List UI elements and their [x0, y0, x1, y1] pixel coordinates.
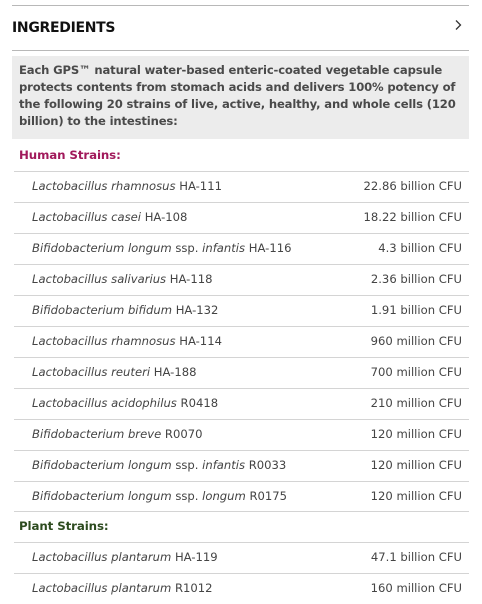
table-row [14, 295, 469, 326]
strain-name [32, 427, 202, 441]
strain-code: HA-118 [169, 272, 213, 286]
strain-code: R0175 [249, 489, 288, 503]
strain-species: Lactobacillus rhamnosus [32, 334, 176, 348]
strain-code: HA-116 [248, 241, 292, 255]
ingredients-header[interactable] [12, 6, 469, 51]
strain-species: Lactobacillus salivarius [32, 272, 167, 286]
table-row [14, 450, 469, 481]
cfu-amount: 210 million CFU [370, 396, 462, 410]
strain-species: Bifidobacterium longum [32, 241, 172, 255]
cfu-amount: 120 million CFU [370, 427, 462, 441]
strain-qualifier: ssp. [175, 241, 199, 255]
strain-code: HA-114 [179, 334, 222, 348]
cfu-amount: 1.91 billion CFU [370, 303, 462, 317]
strain-species: Bifidobacterium breve [32, 427, 162, 441]
strain-subspecies: longum [202, 489, 246, 503]
strain-code: HA-132 [175, 303, 219, 317]
human-strains-list [14, 171, 469, 512]
cfu-amount: 22.86 billion CFU [363, 179, 462, 193]
strain-species: Lactobacillus casei [32, 210, 142, 224]
strain-name [32, 458, 286, 472]
table-row [14, 481, 469, 512]
strain-name [32, 179, 222, 193]
strain-name [32, 272, 213, 286]
cfu-amount: 47.1 billion CFU [370, 550, 462, 564]
table-row [14, 171, 469, 202]
strain-species: Bifidobacterium bifidum [32, 303, 173, 317]
cfu-amount: 700 million CFU [370, 365, 462, 379]
chevron-right-icon[interactable] [454, 19, 463, 31]
strain-code: HA-188 [153, 365, 197, 379]
intro-description: Each GPS™ natural water-based enteric-coated vegetable capsule protects contents from stomach acids and delivers 100% potency of the following 20 strains of live, active, healthy, and whole cells (120 billion) to the intestines: [12, 56, 469, 139]
table-row [14, 388, 469, 419]
strain-code: HA-111 [179, 179, 222, 193]
strain-species: Lactobacillus acidophilus [32, 396, 177, 410]
cfu-amount: 120 million CFU [370, 458, 462, 472]
strain-code: R0418 [180, 396, 219, 410]
table-row [14, 202, 469, 233]
strain-name [32, 303, 218, 317]
strain-name [32, 550, 218, 564]
cfu-amount: 120 million CFU [370, 489, 462, 503]
strain-name [32, 396, 218, 410]
strain-species: Bifidobacterium longum [32, 458, 172, 472]
cfu-amount: 18.22 billion CFU [363, 210, 462, 224]
table-row [14, 326, 469, 357]
strain-species: Lactobacillus rhamnosus [32, 179, 176, 193]
strain-qualifier: ssp. [175, 458, 199, 472]
strain-code: R0070 [164, 427, 203, 441]
strain-name [32, 581, 213, 595]
strain-code: HA-108 [144, 210, 188, 224]
table-row [14, 419, 469, 450]
cfu-amount: 2.36 billion CFU [370, 272, 462, 286]
cfu-amount: 4.3 billion CFU [378, 241, 462, 255]
strain-name [32, 489, 287, 503]
strain-code: R1012 [174, 581, 213, 595]
plant-strains-list [14, 542, 469, 604]
cfu-amount: 160 million CFU [370, 581, 462, 595]
cfu-amount: 960 million CFU [370, 334, 462, 348]
ingredients-title: INGREDIENTS [12, 20, 116, 36]
table-row [14, 357, 469, 388]
strain-species: Lactobacillus plantarum [32, 581, 172, 595]
strain-name [32, 210, 187, 224]
table-row [14, 573, 469, 604]
strain-code: HA-119 [174, 550, 218, 564]
human-strains-heading: Human Strains: [19, 148, 121, 162]
strain-species: Lactobacillus plantarum [32, 550, 172, 564]
strain-name [32, 334, 222, 348]
plant-strains-heading: Plant Strains: [19, 519, 109, 533]
strain-species: Bifidobacterium longum [32, 489, 172, 503]
table-row [14, 233, 469, 264]
strain-subspecies: infantis [202, 241, 246, 255]
strain-subspecies: infantis [202, 458, 246, 472]
strain-name [32, 241, 291, 255]
strain-species: Lactobacillus reuteri [32, 365, 151, 379]
strain-qualifier: ssp. [175, 489, 199, 503]
table-row [14, 542, 469, 573]
strain-name [32, 365, 196, 379]
table-row [14, 264, 469, 295]
strain-code: R0033 [248, 458, 287, 472]
